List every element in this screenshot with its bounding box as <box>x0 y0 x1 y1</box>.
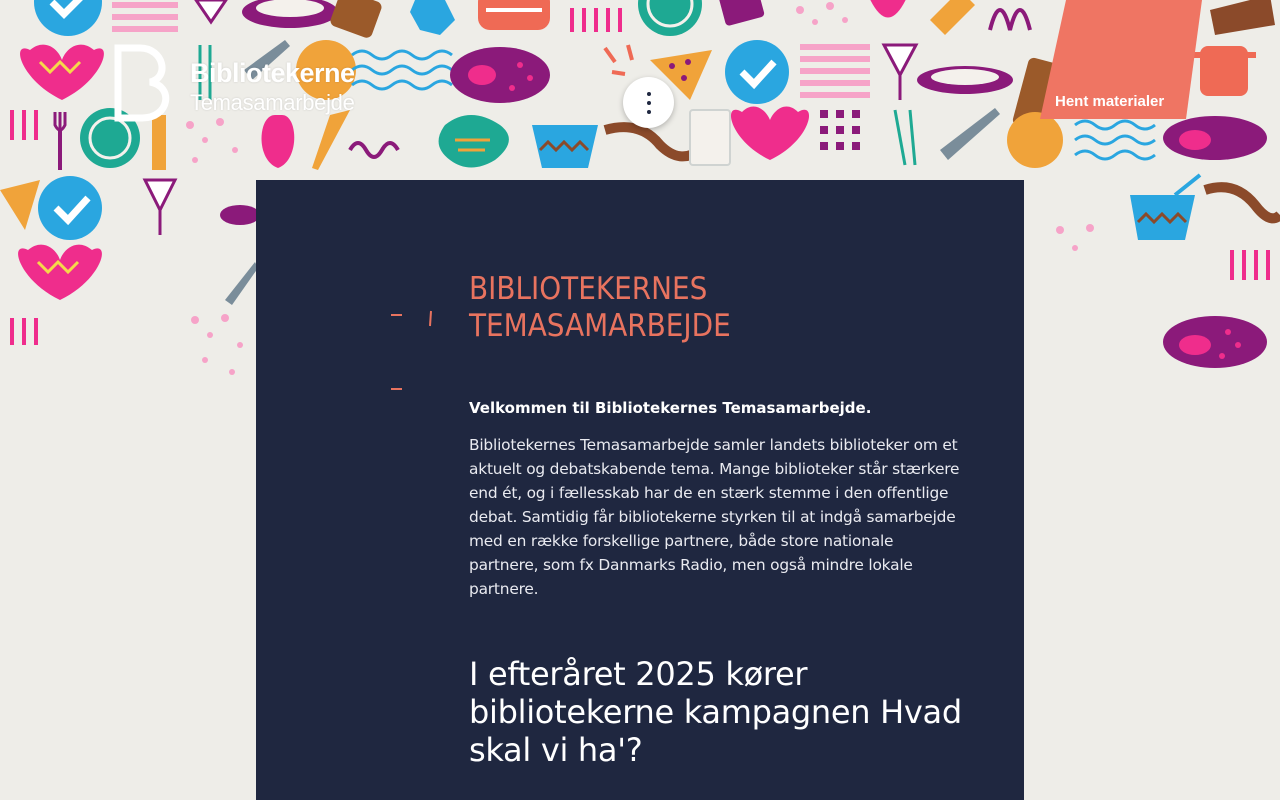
campaign-heading: I efteråret 2025 kører bibliotekerne kampagnen Hvad skal vi ha'? <box>469 655 962 769</box>
intro-paragraph: Bibliotekernes Temasamarbejde samler landets biblioteker om et aktuelt og debatskabende tema. Mange biblioteker står stærkere end ét, og i fællesskab har de en stærk stemme i den offentlige debat. Samtidig får bibliotekerne styrken til at indgå samarbejde med en række forskellige partnere, både store nationale partnere, som fx Danmarks Radio, men også mindre lokale partnere. <box>469 436 960 598</box>
logo-subtitle: Temasamarbejde <box>190 90 355 115</box>
welcome-text: Velkommen til Bibliotekernes Temasamarbejde. <box>469 399 872 417</box>
page-title: BIBLIOTEKERNES TEMASAMARBEJDE <box>469 271 731 344</box>
download-materials-button[interactable] <box>1040 0 1202 119</box>
intro-panel <box>256 180 1024 800</box>
menu-button[interactable] <box>623 77 674 128</box>
logo-title: Bibliotekerne <box>190 58 355 88</box>
cta-label: Hent materialer <box>1055 93 1165 110</box>
letter-b-logo-icon <box>114 44 176 122</box>
kebab-menu-icon <box>647 92 651 114</box>
decorative-dashes-icon <box>390 310 440 400</box>
intro-content <box>469 271 964 769</box>
